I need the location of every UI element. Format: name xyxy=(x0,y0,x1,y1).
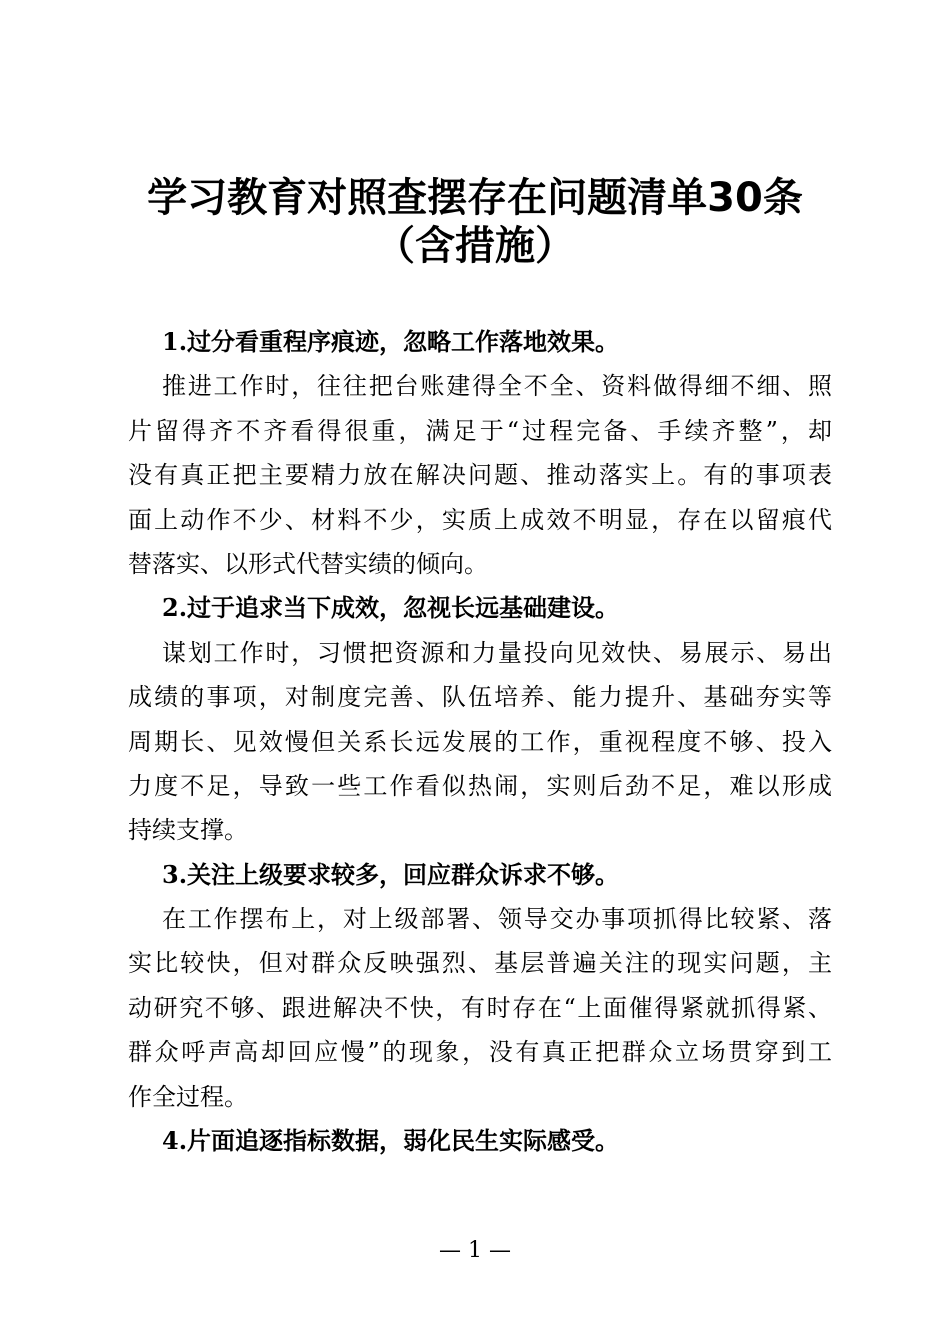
document-title-line2: （含措施） xyxy=(375,223,575,269)
paragraph-line: 替落实、以形式代替实绩的倾向。 xyxy=(128,549,488,578)
paragraph-line: 成绩的事项，对制度完善、队伍培养、能力提升、基础夯实等 xyxy=(128,683,832,712)
paragraph-line: 谋划工作时，习惯把资源和力量投向见效快、易展示、易出 xyxy=(162,638,832,667)
section-heading: 4.片面追逐指标数据，弱化民生实际感受。 xyxy=(162,1126,620,1156)
section-heading: 2.过于追求当下成效，忽视长远基础建设。 xyxy=(162,593,620,623)
section-3 xyxy=(128,853,832,1119)
page-number: — 1 — xyxy=(439,1238,511,1263)
paragraph-line: 在工作摆布上，对上级部署、领导交办事项抓得比较紧、落 xyxy=(162,905,832,934)
paragraph-line: 力度不足，导致一些工作看似热闹，实则后劲不足，难以形成 xyxy=(128,771,832,800)
paragraph-line: 持续支撑。 xyxy=(128,816,248,845)
section-2 xyxy=(128,586,832,852)
document-title-line1: 学习教育对照查摆存在问题清单30条 xyxy=(147,175,803,221)
document-body xyxy=(128,320,832,1163)
paragraph-line: 推进工作时，往往把台账建得全不全、资料做得细不细、照 xyxy=(162,372,832,401)
paragraph-line: 动研究不够、跟进解决不快，有时存在“上面催得紧就抓得紧、 xyxy=(128,993,832,1022)
paragraph-line: 实比较快，但对群众反映强烈、基层普遍关注的现实问题，主 xyxy=(128,949,832,978)
section-heading: 1.过分看重程序痕迹，忽略工作落地效果。 xyxy=(162,327,620,356)
paragraph-line: 周期长、见效慢但关系长远发展的工作，重视程度不够、投入 xyxy=(128,727,832,756)
section-1 xyxy=(128,320,832,586)
section-heading: 3.关注上级要求较多，回应群众诉求不够。 xyxy=(162,859,620,889)
paragraph-line: 面上动作不少、材料不少，实质上成效不明显，存在以留痕代 xyxy=(128,505,832,534)
section-4 xyxy=(128,1119,832,1163)
paragraph-line: 群众呼声高却回应慢”的现象，没有真正把群众立场贯穿到工 xyxy=(128,1038,832,1067)
paragraph-line: 片留得齐不齐看得很重，满足于“过程完备、手续齐整”，却 xyxy=(128,416,832,445)
paragraph-line: 没有真正把主要精力放在解决问题、推动落实上。有的事项表 xyxy=(128,461,832,490)
paragraph-line: 作全过程。 xyxy=(128,1082,248,1111)
